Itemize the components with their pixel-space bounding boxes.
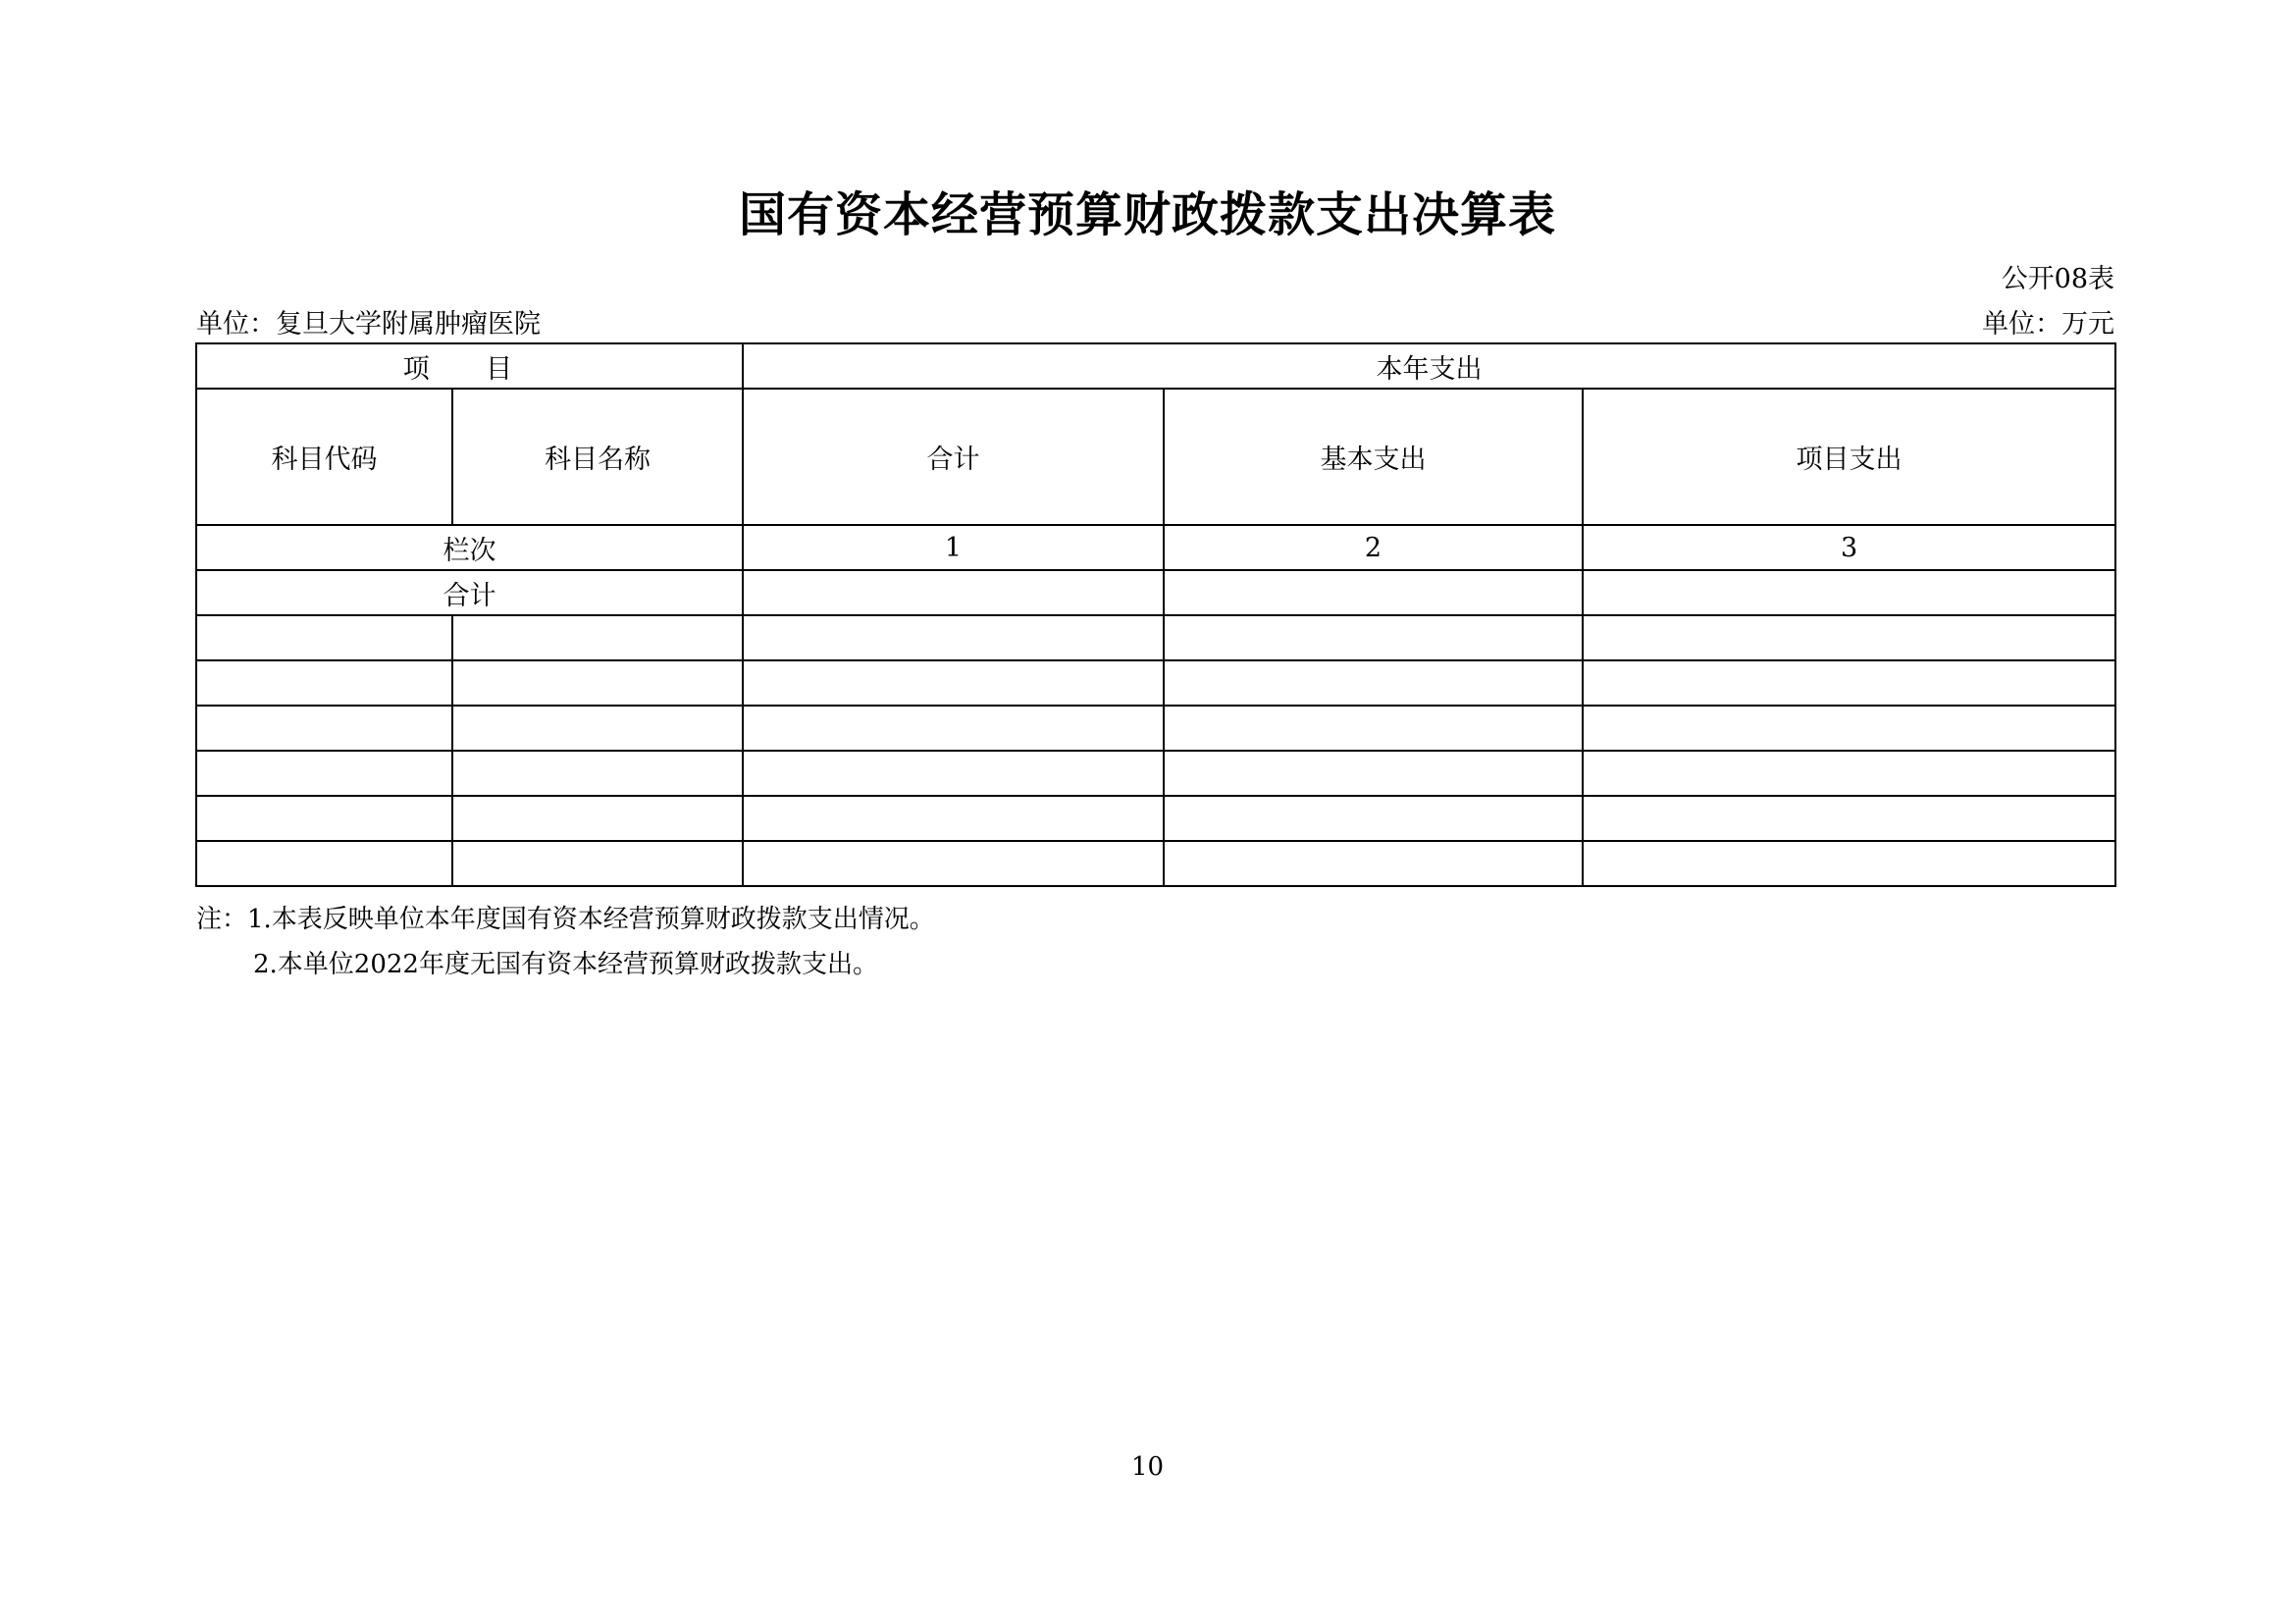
table-cell — [1164, 615, 1583, 660]
document-title: 国有资本经营预算财政拨款支出决算表 — [738, 187, 1556, 242]
table-cell — [452, 751, 743, 796]
column-number-row — [196, 525, 2115, 570]
table-cell — [196, 615, 452, 660]
table-row — [196, 751, 2115, 796]
table-cell — [1164, 660, 1583, 706]
total-row-label: 合计 — [196, 570, 743, 615]
form-code: 公开08表 — [2001, 264, 2114, 294]
table-cell — [1164, 706, 1583, 751]
table-cell — [196, 751, 452, 796]
total-row-cell — [743, 570, 1164, 615]
table-cell — [452, 841, 743, 886]
unit-organization: 单位：复旦大学附属肿瘤医院 — [196, 309, 541, 340]
total-row-cell — [1583, 570, 2115, 615]
table-cell — [196, 706, 452, 751]
table-cell — [452, 660, 743, 706]
table-cell — [1164, 841, 1583, 886]
table-row — [196, 660, 2115, 706]
notes — [196, 897, 935, 987]
column-number-2: 2 — [1164, 525, 1583, 570]
column-number-3: 3 — [1583, 525, 2115, 570]
header-current-year-expenditure: 本年支出 — [743, 343, 2115, 389]
total-row-cell — [1164, 570, 1583, 615]
table-cell — [452, 796, 743, 841]
table-cell — [743, 796, 1164, 841]
table-cell — [743, 841, 1164, 886]
header-subject-code: 科目代码 — [196, 389, 452, 525]
header-subject-name: 科目名称 — [452, 389, 743, 525]
table-row — [196, 706, 2115, 751]
table-cell — [1583, 660, 2115, 706]
budget-table — [195, 342, 2116, 887]
unit-currency: 单位：万元 — [1982, 309, 2114, 340]
table-row — [196, 841, 2115, 886]
note-2: 2.本单位2022年度无国有资本经营预算财政拨款支出。 — [253, 950, 878, 979]
header-project-expenditure: 项目支出 — [1583, 389, 2115, 525]
table-cell — [1583, 751, 2115, 796]
table-cell — [743, 615, 1164, 660]
header-basic-expenditure: 基本支出 — [1164, 389, 1583, 525]
column-number-1: 1 — [743, 525, 1164, 570]
table-cell — [743, 706, 1164, 751]
table-cell — [452, 706, 743, 751]
table-row — [196, 615, 2115, 660]
table-cell — [1164, 796, 1583, 841]
table-cell — [1583, 841, 2115, 886]
table-cell — [743, 751, 1164, 796]
table-cell — [1583, 706, 2115, 751]
note-1: 注：1.本表反映单位本年度国有资本经营预算财政拨款支出情况。 — [196, 905, 935, 934]
header-row-2 — [196, 389, 2115, 525]
page-number: 10 — [1130, 1452, 1165, 1482]
table-cell — [1583, 615, 2115, 660]
table-cell — [743, 660, 1164, 706]
table-cell — [1164, 751, 1583, 796]
column-number-label: 栏次 — [196, 525, 743, 570]
header-row-1 — [196, 343, 2115, 389]
table-cell — [452, 615, 743, 660]
table-row — [196, 796, 2115, 841]
header-item: 项 目 — [196, 343, 743, 389]
table-cell — [196, 796, 452, 841]
table-cell — [196, 660, 452, 706]
total-row — [196, 570, 2115, 615]
table-cell — [1583, 796, 2115, 841]
table-cell — [196, 841, 452, 886]
header-total: 合计 — [743, 389, 1164, 525]
